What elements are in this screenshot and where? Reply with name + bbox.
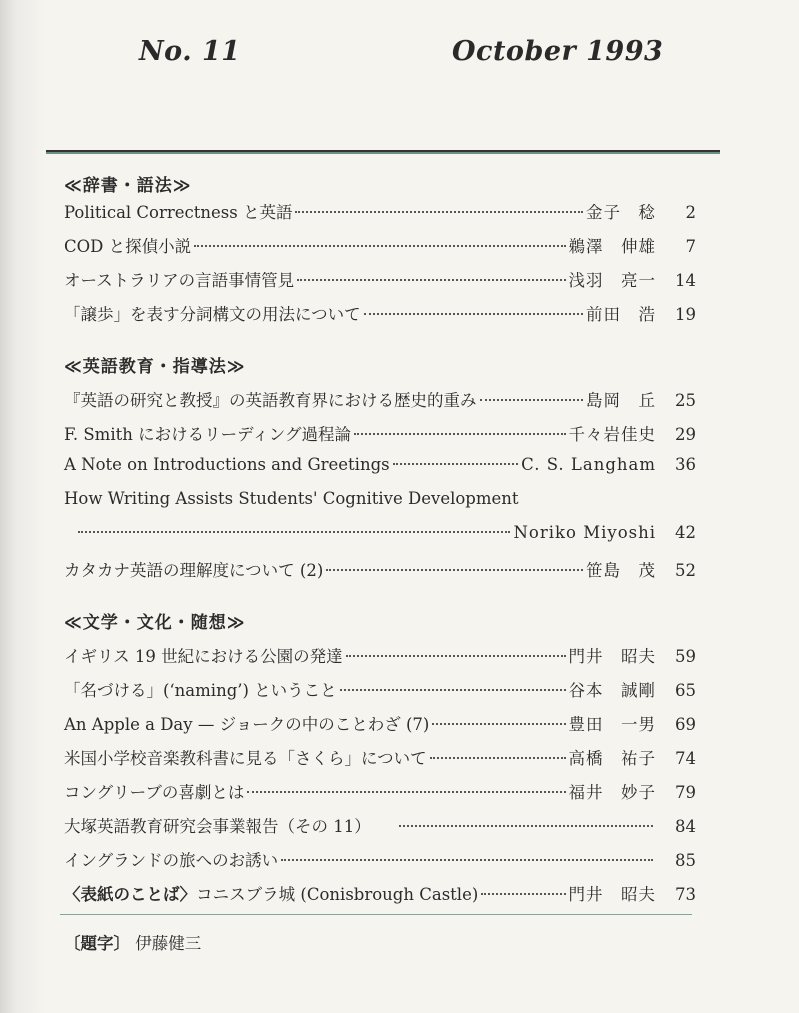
dot-leader — [326, 569, 583, 571]
entry-author: 前田 浩 — [586, 305, 656, 324]
entry-page: 7 — [685, 237, 696, 256]
entry-title: Political Correctness と英語 — [64, 203, 293, 222]
dot-leader — [481, 893, 565, 895]
entry-title: An Apple a Day — ジョークの中のことわざ (7) — [64, 715, 430, 734]
entry-author: 福井 妙子 — [568, 783, 656, 802]
entry-title: オーストラリアの言語事情管見 — [64, 271, 295, 290]
dot-leader — [432, 723, 565, 725]
entry-title: F. Smith におけるリーディング過程論 — [64, 425, 351, 444]
dot-leader — [194, 245, 565, 247]
entry-title: イギリス 19 世紀における公園の発達 — [64, 647, 343, 666]
entry-author: 谷本 誠剛 — [568, 681, 656, 700]
entry-page: 73 — [675, 885, 696, 904]
dot-leader — [480, 399, 584, 401]
toc-entry[interactable] — [64, 813, 696, 839]
entry-page: 14 — [675, 271, 696, 290]
top-divider — [46, 150, 720, 154]
dot-leader — [430, 757, 566, 759]
entry-author: 門井 昭夫 — [568, 647, 656, 666]
dot-leader — [346, 655, 566, 657]
issue-number: No. 11 — [139, 36, 241, 67]
dot-leader — [340, 689, 566, 691]
entry-author: 浅羽 亮一 — [568, 271, 656, 290]
section-heading-literature-culture: ≪文学・文化・随想≫ — [64, 613, 246, 633]
toc-entry[interactable] — [64, 677, 696, 703]
toc-entry[interactable] — [64, 711, 696, 737]
toc-entry[interactable] — [64, 233, 696, 259]
entry-title: コニスブラ城 (Conisbrough Castle) — [196, 885, 479, 904]
entry-author: 豊田 一男 — [568, 715, 656, 734]
entry-author: C. S. Langham — [521, 455, 656, 474]
entry-author: 笹島 茂 — [586, 561, 656, 580]
entry-title: カタカナ英語の理解度について (2) — [64, 561, 324, 580]
toc-entry[interactable] — [64, 267, 696, 293]
toc-entry-cover-note[interactable] — [64, 881, 696, 907]
title-calligraphy-credit — [64, 930, 201, 954]
entry-title: A Note on Introductions and Greetings — [64, 455, 390, 474]
entry-title-line[interactable]: How Writing Assists Students' Cognitive Development — [64, 489, 519, 508]
entry-page: 2 — [685, 203, 696, 222]
entry-page: 25 — [675, 391, 696, 410]
entry-title: 『英語の研究と教授』の英語教育界における歴史的重み — [64, 391, 477, 410]
toc-entry[interactable] — [64, 643, 696, 669]
dot-leader — [297, 279, 565, 281]
entry-page: 74 — [675, 749, 696, 768]
dot-leader — [247, 791, 565, 793]
entry-author: 高橋 祐子 — [568, 749, 656, 768]
toc-entry[interactable] — [64, 301, 696, 327]
toc-entry[interactable] — [64, 847, 696, 873]
dot-leader — [281, 859, 653, 861]
entry-title: 米国小学校音楽教科書に見る「さくら」について — [64, 749, 427, 768]
entry-page: 42 — [675, 523, 696, 542]
entry-page: 29 — [675, 425, 696, 444]
credit-label: 〔題字〕 — [64, 934, 130, 953]
dot-leader — [295, 211, 583, 213]
toc-entry[interactable] — [64, 557, 696, 583]
entry-author: 門井 昭夫 — [568, 885, 656, 904]
toc-entry[interactable] — [64, 455, 696, 481]
section-heading-dictionary-usage: ≪辞書・語法≫ — [64, 176, 192, 196]
issue-date: October 1993 — [452, 36, 664, 67]
bottom-divider — [60, 914, 692, 915]
entry-page: 84 — [675, 817, 696, 836]
entry-title: COD と探偵小説 — [64, 237, 192, 256]
entry-page: 85 — [675, 851, 696, 870]
entry-author: Noriko Miyoshi — [513, 523, 656, 542]
entry-page: 36 — [675, 455, 696, 474]
entry-page: 65 — [675, 681, 696, 700]
dot-leader — [354, 433, 566, 435]
cover-note-label: 〈表紙のことば〉 — [64, 885, 197, 904]
dot-leader — [393, 463, 519, 465]
entry-title: コングリーブの喜劇とは — [64, 783, 245, 802]
dot-leader — [399, 825, 653, 827]
entry-author: 金子 稔 — [586, 203, 656, 222]
entry-title: 「譲歩」を表す分詞構文の用法について — [64, 305, 361, 324]
credit-name: 伊藤健三 — [135, 934, 202, 953]
entry-author: 島岡 丘 — [586, 391, 656, 410]
entry-author: 鵜澤 伸雄 — [568, 237, 656, 256]
dot-leader — [364, 313, 583, 315]
entry-page: 69 — [675, 715, 696, 734]
entry-page: 19 — [675, 305, 696, 324]
toc-entry[interactable] — [64, 745, 696, 771]
toc-entry[interactable] — [64, 523, 696, 549]
entry-title: イングランドの旅へのお誘い — [64, 851, 279, 870]
entry-page: 52 — [675, 561, 696, 580]
toc-entry[interactable] — [64, 421, 696, 447]
toc-entry[interactable] — [64, 199, 696, 225]
entry-title: 大塚英語教育研究会事業報告（その 11） — [64, 817, 371, 836]
section-heading-english-education: ≪英語教育・指導法≫ — [64, 357, 246, 377]
entry-author: 千々岩佳史 — [568, 425, 656, 444]
entry-page: 79 — [675, 783, 696, 802]
entry-title: 「名づける」(‘naming’) ということ — [64, 681, 337, 700]
entry-page: 59 — [675, 647, 696, 666]
dot-leader — [78, 531, 510, 533]
toc-entry[interactable] — [64, 779, 696, 805]
toc-entry[interactable] — [64, 387, 696, 413]
